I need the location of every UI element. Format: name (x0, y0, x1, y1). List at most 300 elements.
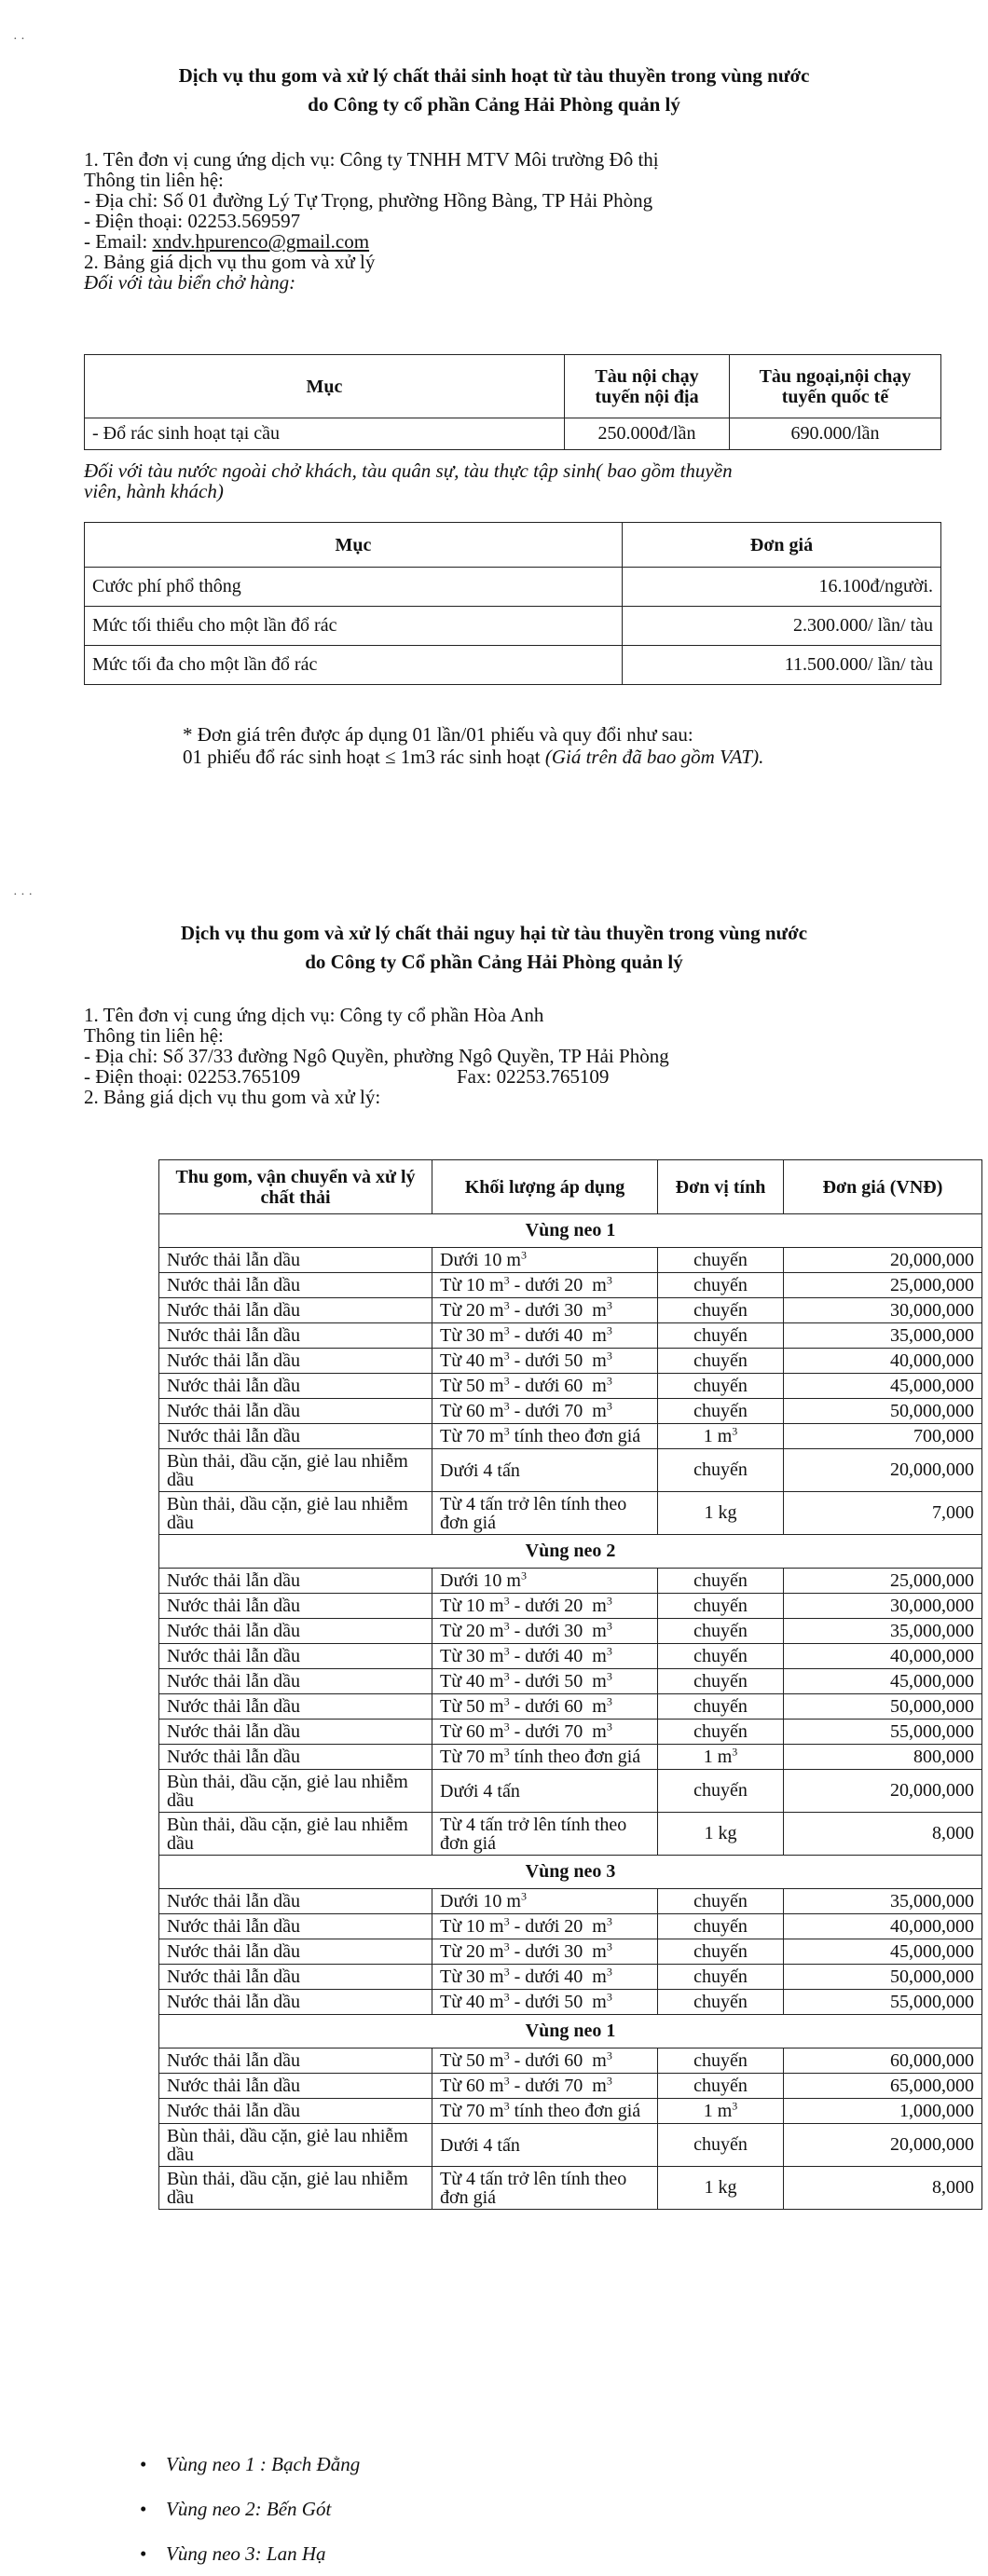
volume-text: Dưới 4 tấn (440, 1780, 520, 1802)
unit-superscript: 3 (606, 1619, 612, 1633)
table-row (85, 607, 941, 646)
doc1-subheading-passenger (84, 460, 923, 501)
doc1-title (0, 62, 988, 119)
unit-superscript: 3 (606, 1669, 612, 1683)
volume-text-2: - dưới 40 m (509, 1325, 607, 1346)
cell-price: 30,000,000 (784, 1594, 982, 1619)
unit-superscript: 3 (606, 1990, 612, 2004)
unit-superscript: 3 (606, 1914, 612, 1928)
doc1-email-line (84, 231, 923, 252)
cell-price: 800,000 (784, 1745, 982, 1770)
unit-superscript: 3 (503, 1669, 510, 1683)
doc2-address: - Địa chỉ: Số 37/33 đường Ngô Quyền, phường Ngô Quyền, TP Hải Phòng (84, 1045, 669, 1067)
col-price: Đơn giá (623, 523, 941, 568)
cell-service: Bùn thải, dầu cặn, giẻ lau nhiễm dầu (159, 1449, 432, 1492)
volume-text: Từ 20 m (440, 1941, 504, 1962)
volume-text: Từ 60 m (440, 2076, 504, 2096)
doc1-sub2-line1: Đối với tàu nước ngoài chở khách, tàu quân sự, tàu thực tập sinh( bao gồm thuyền (84, 459, 733, 482)
doc1-email-link[interactable]: xndv.hpurenco@gmail.com (152, 230, 370, 253)
unit-text: chuyến (693, 1249, 748, 1270)
cell-service: Nước thải lẫn dầu (159, 1569, 432, 1594)
cell-unit (658, 1374, 784, 1399)
cell-price: 35,000,000 (784, 1323, 982, 1349)
volume-text: Dưới 10 m (440, 1250, 521, 1270)
volume-text: Từ 70 m (440, 1747, 504, 1767)
volume-text: Dưới 10 m (440, 1891, 521, 1911)
cell-unit (658, 2048, 784, 2074)
cell-service: Nước thải lẫn dầu (159, 1720, 432, 1745)
table-row (159, 1813, 982, 1856)
table-row (159, 2124, 982, 2167)
unit-superscript: 3 (732, 2098, 738, 2112)
cell-price: 25,000,000 (784, 1273, 982, 1298)
unit-superscript: 3 (606, 1349, 612, 1363)
cell-price: 45,000,000 (784, 1374, 982, 1399)
cell-unit (658, 1939, 784, 1965)
unit-superscript: 3 (520, 1248, 527, 1262)
table-header-row (85, 523, 941, 568)
doc2-contact: Thông tin liên hệ: (84, 1024, 224, 1047)
cell-unit (658, 1399, 784, 1424)
cell-unit (658, 1424, 784, 1449)
cell-unit (658, 1248, 784, 1273)
doc2-phone-line (84, 1066, 923, 1087)
unit-superscript: 3 (606, 1399, 612, 1413)
doc1-email-label: - Email: (84, 230, 153, 253)
cell-volume (432, 1669, 658, 1694)
table-row (85, 418, 941, 450)
cell-price: 65,000,000 (784, 2074, 982, 2099)
table-row (159, 1569, 982, 1594)
cell-volume (432, 1492, 658, 1535)
table-row (159, 2048, 982, 2074)
table-header-row (159, 1160, 982, 1214)
col-item: Mục (85, 355, 565, 418)
cell-unit (658, 1273, 784, 1298)
cell-unit (658, 1619, 784, 1644)
cell-price: 8,000 (784, 1813, 982, 1856)
cell-price: 55,000,000 (784, 1990, 982, 2015)
cell-price: 40,000,000 (784, 1644, 982, 1669)
unit-superscript: 3 (606, 1323, 612, 1337)
unit-superscript: 3 (503, 1298, 510, 1312)
cell-service: Nước thải lẫn dầu (159, 1889, 432, 1914)
cell-service: Nước thải lẫn dầu (159, 2048, 432, 2074)
cell-item: Cước phí phổ thông (85, 568, 623, 607)
unit-text: 1 kg (704, 2177, 737, 2198)
table-row (159, 1694, 982, 1720)
unit-superscript: 3 (503, 1720, 510, 1733)
doc1-table-passenger (84, 522, 941, 685)
volume-text: Từ 10 m (440, 1916, 504, 1937)
table-row (159, 2167, 982, 2210)
table-row (159, 1349, 982, 1374)
table-row (159, 1273, 982, 1298)
cell-price: 20,000,000 (784, 1449, 982, 1492)
volume-text: Từ 60 m (440, 1401, 504, 1421)
table-row (159, 1990, 982, 2015)
volume-text-2: tính theo đơn giá (509, 1747, 641, 1767)
cell-price: 50,000,000 (784, 1965, 982, 1990)
zone-label: Vùng neo 2 (159, 1535, 982, 1569)
volume-text-2: - dưới 20 m (509, 1596, 607, 1616)
cell-service: Nước thải lẫn dầu (159, 1990, 432, 2015)
unit-text: chuyến (693, 1400, 748, 1421)
cell-price: 20,000,000 (784, 2124, 982, 2167)
unit-text: chuyến (693, 1670, 748, 1692)
doc1-note-text: 01 phiếu đổ rác sinh hoạt ≤ 1m3 rác sinh hoạt (183, 746, 545, 768)
cell-unit (658, 1745, 784, 1770)
volume-text: Từ 4 tấn trở lên tính theo đơn giá (440, 1493, 627, 1533)
unit-superscript: 3 (732, 1744, 738, 1758)
volume-text: Từ 30 m (440, 1966, 504, 1987)
table-header-row (85, 355, 941, 418)
volume-text: Dưới 4 tấn (440, 1459, 520, 1481)
unit-superscript: 3 (606, 1644, 612, 1658)
unit-superscript: 3 (503, 1914, 510, 1928)
table-row (159, 1619, 982, 1644)
cell-unit (658, 2074, 784, 2099)
cell-service: Nước thải lẫn dầu (159, 1619, 432, 1644)
doc1-info (84, 149, 923, 293)
doc1-table-cargo (84, 354, 941, 450)
cell-unit (658, 1914, 784, 1939)
zone-group-row (159, 1214, 982, 1248)
cell-service: Nước thải lẫn dầu (159, 1745, 432, 1770)
table-row (159, 1914, 982, 1939)
doc2-title (0, 919, 988, 977)
cell-price: 30,000,000 (784, 1298, 982, 1323)
unit-text: chuyến (693, 2075, 748, 2096)
doc2-title-line1: Dịch vụ thu gom và xử lý chất thải nguy hại từ tàu thuyền trong vùng nước (180, 922, 808, 944)
volume-text: Từ 40 m (440, 1350, 504, 1371)
volume-text-2: tính theo đơn giá (509, 2101, 641, 2121)
cell-service: Nước thải lẫn dầu (159, 1399, 432, 1424)
unit-superscript: 3 (503, 1349, 510, 1363)
doc2-phone: - Điện thoại: 02253.765109 (84, 1065, 301, 1088)
col-foreign: Tàu ngoại,nội chạy tuyến quốc tế (730, 355, 941, 418)
unit-superscript: 3 (503, 1990, 510, 2004)
volume-text-2: - dưới 40 m (509, 1966, 607, 1987)
unit-text: chuyến (693, 1299, 748, 1321)
cell-volume (432, 1990, 658, 2015)
doc2-info (84, 1005, 923, 1107)
cell-volume (432, 1914, 658, 1939)
unit-superscript: 3 (606, 1720, 612, 1733)
unit-superscript: 3 (606, 2074, 612, 2088)
cell-service: Bùn thải, dầu cặn, giẻ lau nhiễm dầu (159, 2167, 432, 2210)
table-row (159, 1745, 982, 1770)
cell-unit (658, 1889, 784, 1914)
cell-price: 700,000 (784, 1424, 982, 1449)
table-row (159, 1644, 982, 1669)
cell-volume (432, 1644, 658, 1669)
unit-text: chuyến (693, 1720, 748, 1742)
unit-superscript: 3 (503, 1939, 510, 1953)
volume-text-2: - dưới 50 m (509, 1671, 607, 1692)
cell-volume (432, 1569, 658, 1594)
volume-text: Từ 70 m (440, 1426, 504, 1446)
cell-unit (658, 1770, 784, 1813)
doc2-table-hazardous (158, 1159, 982, 2210)
cell-unit (658, 1323, 784, 1349)
table-row (159, 1594, 982, 1619)
unit-superscript: 3 (503, 2074, 510, 2088)
table-row (159, 1248, 982, 1273)
cell-volume (432, 1248, 658, 1273)
cell-volume (432, 1374, 658, 1399)
unit-superscript: 3 (520, 1889, 527, 1903)
cell-volume (432, 1298, 658, 1323)
cell-price: 35,000,000 (784, 1889, 982, 1914)
volume-text-2: - dưới 70 m (509, 1721, 607, 1742)
cell-price: 50,000,000 (784, 1694, 982, 1720)
cell-service: Nước thải lẫn dầu (159, 1298, 432, 1323)
cell-service: Nước thải lẫn dầu (159, 1323, 432, 1349)
table-row (159, 2074, 982, 2099)
unit-text: chuyến (693, 1459, 748, 1480)
cell-service: Nước thải lẫn dầu (159, 2099, 432, 2124)
table-row (159, 1298, 982, 1323)
legend-item: • Vùng neo 2: Bến Gót (140, 2487, 360, 2531)
cell-item: - Đổ rác sinh hoạt tại cầu (85, 418, 565, 450)
unit-text: chuyến (693, 1915, 748, 1937)
volume-text-2: - dưới 50 m (509, 1992, 607, 2012)
unit-superscript: 3 (503, 1965, 510, 1979)
unit-text: chuyến (693, 1966, 748, 1987)
volume-text: Từ 10 m (440, 1596, 504, 1616)
cell-domestic: 250.000đ/lần (565, 418, 730, 450)
volume-text: Từ 50 m (440, 1696, 504, 1717)
cell-volume (432, 1273, 658, 1298)
unit-text: 1 m (703, 2100, 733, 2121)
cell-price: 1,000,000 (784, 2099, 982, 2124)
unit-superscript: 3 (503, 1644, 510, 1658)
unit-text: chuyến (693, 1375, 748, 1396)
cell-price: 50,000,000 (784, 1399, 982, 1424)
volume-text-2: - dưới 40 m (509, 1646, 607, 1666)
volume-text-2: - dưới 20 m (509, 1916, 607, 1937)
cell-service: Nước thải lẫn dầu (159, 2074, 432, 2099)
cell-unit (658, 2167, 784, 2210)
table-row (159, 1720, 982, 1745)
col-unit: Đơn vị tính (658, 1160, 784, 1214)
table-row (85, 646, 941, 685)
volume-text: Từ 4 tấn trở lên tính theo đơn giá (440, 1814, 627, 1854)
cell-volume (432, 2124, 658, 2167)
unit-superscript: 3 (732, 1423, 738, 1437)
volume-text-2: - dưới 60 m (509, 2050, 607, 2071)
cell-service: Nước thải lẫn dầu (159, 1965, 432, 1990)
cell-unit (658, 1813, 784, 1856)
legend-item: • Vùng neo 3: Lan Hạ (140, 2531, 360, 2576)
cell-unit (658, 1965, 784, 1990)
cell-volume (432, 1813, 658, 1856)
unit-text: chuyến (693, 1569, 748, 1591)
table-row (159, 1965, 982, 1990)
unit-text: chuyến (693, 1620, 748, 1641)
zone-group-row (159, 1856, 982, 1889)
unit-text: 1 m (703, 1746, 733, 1767)
cell-unit (658, 2099, 784, 2124)
cell-unit (658, 1492, 784, 1535)
doc1-note-line2 (183, 746, 966, 768)
unit-superscript: 3 (503, 1694, 510, 1708)
cell-volume (432, 1889, 658, 1914)
unit-text: 1 kg (704, 1502, 737, 1523)
unit-superscript: 3 (606, 2048, 612, 2062)
doc1-title-line2: do Công ty cổ phần Cảng Hải Phòng quản lý (308, 93, 680, 116)
cell-volume (432, 2074, 658, 2099)
volume-text: Từ 4 tấn trở lên tính theo đơn giá (440, 2168, 627, 2208)
cell-volume (432, 1424, 658, 1449)
cell-volume (432, 1965, 658, 1990)
cell-price: 8,000 (784, 2167, 982, 2210)
unit-superscript: 3 (606, 1273, 612, 1287)
table-row (159, 1889, 982, 1914)
volume-text: Từ 70 m (440, 2101, 504, 2121)
cell-price: 45,000,000 (784, 1669, 982, 1694)
unit-text: chuyến (693, 1991, 748, 2012)
doc1-sub2-line2: viên, hành khách) (84, 480, 224, 502)
volume-text: Từ 30 m (440, 1646, 504, 1666)
volume-text-2: tính theo đơn giá (509, 1426, 641, 1446)
volume-text-2: - dưới 70 m (509, 1401, 607, 1421)
scan-mark-middle: · · · (13, 888, 33, 902)
table-row (159, 1939, 982, 1965)
volume-text: Từ 20 m (440, 1300, 504, 1321)
table-row (159, 1770, 982, 1813)
volume-text: Từ 50 m (440, 2050, 504, 2071)
unit-superscript: 3 (503, 1424, 510, 1438)
cell-price: 20,000,000 (784, 1248, 982, 1273)
volume-text-2: - dưới 20 m (509, 1275, 607, 1295)
cell-price: 60,000,000 (784, 2048, 982, 2074)
cell-service: Nước thải lẫn dầu (159, 1349, 432, 1374)
cell-price: 7,000 (784, 1492, 982, 1535)
cell-volume (432, 1745, 658, 1770)
volume-text-2: - dưới 30 m (509, 1621, 607, 1641)
doc2-fax: Fax: 02253.765109 (457, 1065, 610, 1088)
col-item: Mục (85, 523, 623, 568)
cell-unit (658, 1694, 784, 1720)
cell-unit (658, 1594, 784, 1619)
col-service: Thu gom, vận chuyển và xử lý chất thải (159, 1160, 432, 1214)
unit-text: 1 kg (704, 1823, 737, 1843)
cell-volume (432, 1720, 658, 1745)
cell-service: Nước thải lẫn dầu (159, 1939, 432, 1965)
cell-volume (432, 2048, 658, 2074)
table-row (159, 1323, 982, 1349)
unit-text: chuyến (693, 1274, 748, 1295)
doc2-price-heading: 2. Bảng giá dịch vụ thu gom và xử lý: (84, 1086, 381, 1108)
unit-superscript: 3 (503, 1323, 510, 1337)
unit-text: chuyến (693, 1940, 748, 1962)
cell-service: Nước thải lẫn dầu (159, 1694, 432, 1720)
unit-text: chuyến (693, 1890, 748, 1911)
cell-foreign: 690.000/lần (730, 418, 941, 450)
cell-price: 40,000,000 (784, 1914, 982, 1939)
cell-price: 35,000,000 (784, 1619, 982, 1644)
cell-volume (432, 1323, 658, 1349)
table-row (159, 1399, 982, 1424)
cell-service: Nước thải lẫn dầu (159, 1914, 432, 1939)
cell-service: Nước thải lẫn dầu (159, 1669, 432, 1694)
unit-superscript: 3 (606, 1298, 612, 1312)
unit-text: 1 m (703, 1425, 733, 1446)
unit-text: chuyến (693, 1780, 748, 1801)
cell-volume (432, 1594, 658, 1619)
unit-superscript: 3 (606, 1694, 612, 1708)
doc2-title-line2: do Công ty Cổ phần Cảng Hải Phòng quản lý (305, 951, 683, 973)
unit-superscript: 3 (503, 1594, 510, 1608)
table-row (159, 1669, 982, 1694)
cell-service: Nước thải lẫn dầu (159, 1644, 432, 1669)
doc1-subheading-cargo: Đối với tàu biển chở hàng: (84, 271, 296, 294)
volume-text: Từ 40 m (440, 1992, 504, 2012)
cell-volume (432, 2099, 658, 2124)
cell-item: Mức tối đa cho một lần đổ rác (85, 646, 623, 685)
volume-text: Dưới 4 tấn (440, 2134, 520, 2156)
cell-price: 2.300.000/ lần/ tàu (623, 607, 941, 646)
cell-unit (658, 1569, 784, 1594)
cell-unit (658, 2124, 784, 2167)
volume-text-2: - dưới 30 m (509, 1300, 607, 1321)
volume-text: Từ 60 m (440, 1721, 504, 1742)
volume-text: Từ 20 m (440, 1621, 504, 1641)
cell-service: Nước thải lẫn dầu (159, 1248, 432, 1273)
cell-service: Bùn thải, dầu cặn, giẻ lau nhiễm dầu (159, 1492, 432, 1535)
volume-text-2: - dưới 70 m (509, 2076, 607, 2096)
doc2-provider: 1. Tên đơn vị cung ứng dịch vụ: Công ty cổ phần Hòa Anh (84, 1004, 544, 1026)
unit-superscript: 3 (503, 2099, 510, 2113)
cell-volume (432, 1770, 658, 1813)
table-row (159, 1424, 982, 1449)
cell-unit (658, 1990, 784, 2015)
cell-volume (432, 1349, 658, 1374)
volume-text-2: - dưới 50 m (509, 1350, 607, 1371)
unit-superscript: 3 (606, 1594, 612, 1608)
unit-text: chuyến (693, 2134, 748, 2155)
doc1-provider: 1. Tên đơn vị cung ứng dịch vụ: Công ty TNHH MTV Môi trường Đô thị (84, 148, 659, 171)
unit-text: chuyến (693, 1695, 748, 1717)
table-row (159, 2099, 982, 2124)
unit-superscript: 3 (520, 1569, 527, 1583)
zone-group-row (159, 2015, 982, 2048)
unit-superscript: 3 (503, 1374, 510, 1388)
volume-text: Từ 30 m (440, 1325, 504, 1346)
doc1-note (183, 723, 966, 768)
doc1-note-line1: * Đơn giá trên được áp dụng 01 lần/01 phiếu và quy đổi như sau: (183, 723, 693, 746)
cell-service: Nước thải lẫn dầu (159, 1594, 432, 1619)
cell-volume (432, 1449, 658, 1492)
cell-price: 25,000,000 (784, 1569, 982, 1594)
cell-unit (658, 1349, 784, 1374)
cell-price: 20,000,000 (784, 1770, 982, 1813)
unit-superscript: 3 (606, 1939, 612, 1953)
table-row (159, 1449, 982, 1492)
zone-group-row (159, 1535, 982, 1569)
volume-text: Từ 10 m (440, 1275, 504, 1295)
cell-item: Mức tối thiểu cho một lần đổ rác (85, 607, 623, 646)
scan-mark-top: · · (13, 33, 25, 47)
col-volume: Khối lượng áp dụng (432, 1160, 658, 1214)
volume-text: Từ 50 m (440, 1376, 504, 1396)
volume-text: Dưới 10 m (440, 1570, 521, 1591)
zone-label: Vùng neo 1 (159, 1214, 982, 1248)
unit-superscript: 3 (503, 1619, 510, 1633)
cell-service: Bùn thải, dầu cặn, giẻ lau nhiễm dầu (159, 1813, 432, 1856)
